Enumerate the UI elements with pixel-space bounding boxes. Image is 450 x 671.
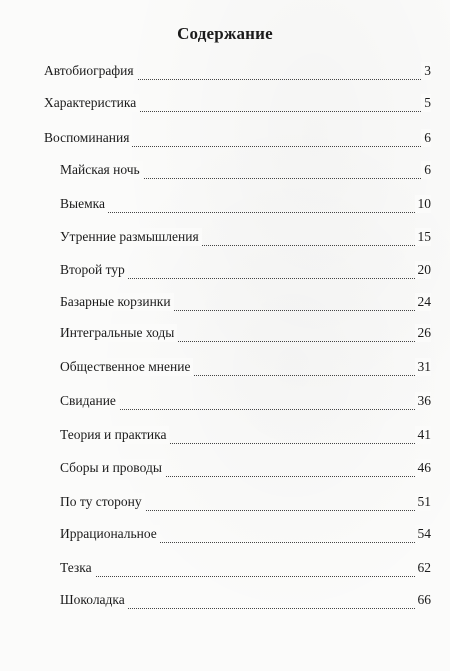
toc-entry-title: Базарные корзинки: [60, 293, 174, 311]
toc-page-number: 26: [415, 324, 432, 342]
toc-page-number: 36: [415, 392, 432, 410]
toc-row: [0, 228, 450, 246]
toc-row: [0, 129, 450, 147]
toc-entry-title: По ту сторону: [60, 493, 145, 511]
toc-entry-title: Второй тур: [60, 261, 128, 279]
toc-page-number: 41: [415, 426, 432, 444]
toc-row: [0, 62, 450, 80]
toc-page-number: 5: [421, 94, 431, 112]
toc-row: [0, 358, 450, 376]
dot-leader: [60, 570, 431, 577]
toc-page-number: 24: [415, 293, 432, 311]
toc-entry-title: Интегральные ходы: [60, 324, 177, 342]
toc-page-number: 20: [415, 261, 432, 279]
toc-row: [0, 161, 450, 179]
toc-entry-title: Свидание: [60, 392, 119, 410]
toc-page-number: 31: [415, 358, 432, 376]
toc-page-number: 62: [415, 559, 432, 577]
toc-entry-title: Сборы и проводы: [60, 459, 165, 477]
toc-entry-title: Иррациональное: [60, 525, 160, 543]
toc-entry-title: Утренние размышления: [60, 228, 202, 246]
toc-page-number: 46: [415, 459, 432, 477]
toc-entry-title: Шоколадка: [60, 591, 128, 609]
toc-entry-title: Автобиография: [44, 62, 137, 80]
toc-row: [0, 195, 450, 213]
toc-page-number: 6: [421, 161, 431, 179]
toc-entry-title: Общественное мнение: [60, 358, 193, 376]
toc-page-number: 6: [421, 129, 431, 147]
toc-entry-title: Воспоминания: [44, 129, 132, 147]
toc-row: [0, 493, 450, 511]
toc-entry-title: Теория и практика: [60, 426, 169, 444]
toc-row: [0, 525, 450, 543]
toc-row: [0, 94, 450, 112]
toc-row: [0, 459, 450, 477]
toc-row: [0, 392, 450, 410]
toc-row: [0, 293, 450, 311]
dot-leader: [60, 206, 431, 213]
toc-row: [0, 591, 450, 609]
toc-page-number: 66: [415, 591, 432, 609]
toc-page-number: 15: [415, 228, 432, 246]
toc-row: [0, 324, 450, 342]
page-title: Содержание: [177, 24, 273, 43]
toc-row: [0, 426, 450, 444]
toc-entry-title: Майская ночь: [60, 161, 143, 179]
toc-entry-title: Характеристика: [44, 94, 139, 112]
toc-page-number: 51: [415, 493, 432, 511]
toc-row: [0, 261, 450, 279]
toc-page-number: 10: [415, 195, 432, 213]
toc-row: [0, 559, 450, 577]
toc-page-number: 54: [415, 525, 432, 543]
toc-entry-title: Выемка: [60, 195, 108, 213]
toc-entry-title: Тезка: [60, 559, 95, 577]
toc-page-number: 3: [421, 62, 431, 80]
